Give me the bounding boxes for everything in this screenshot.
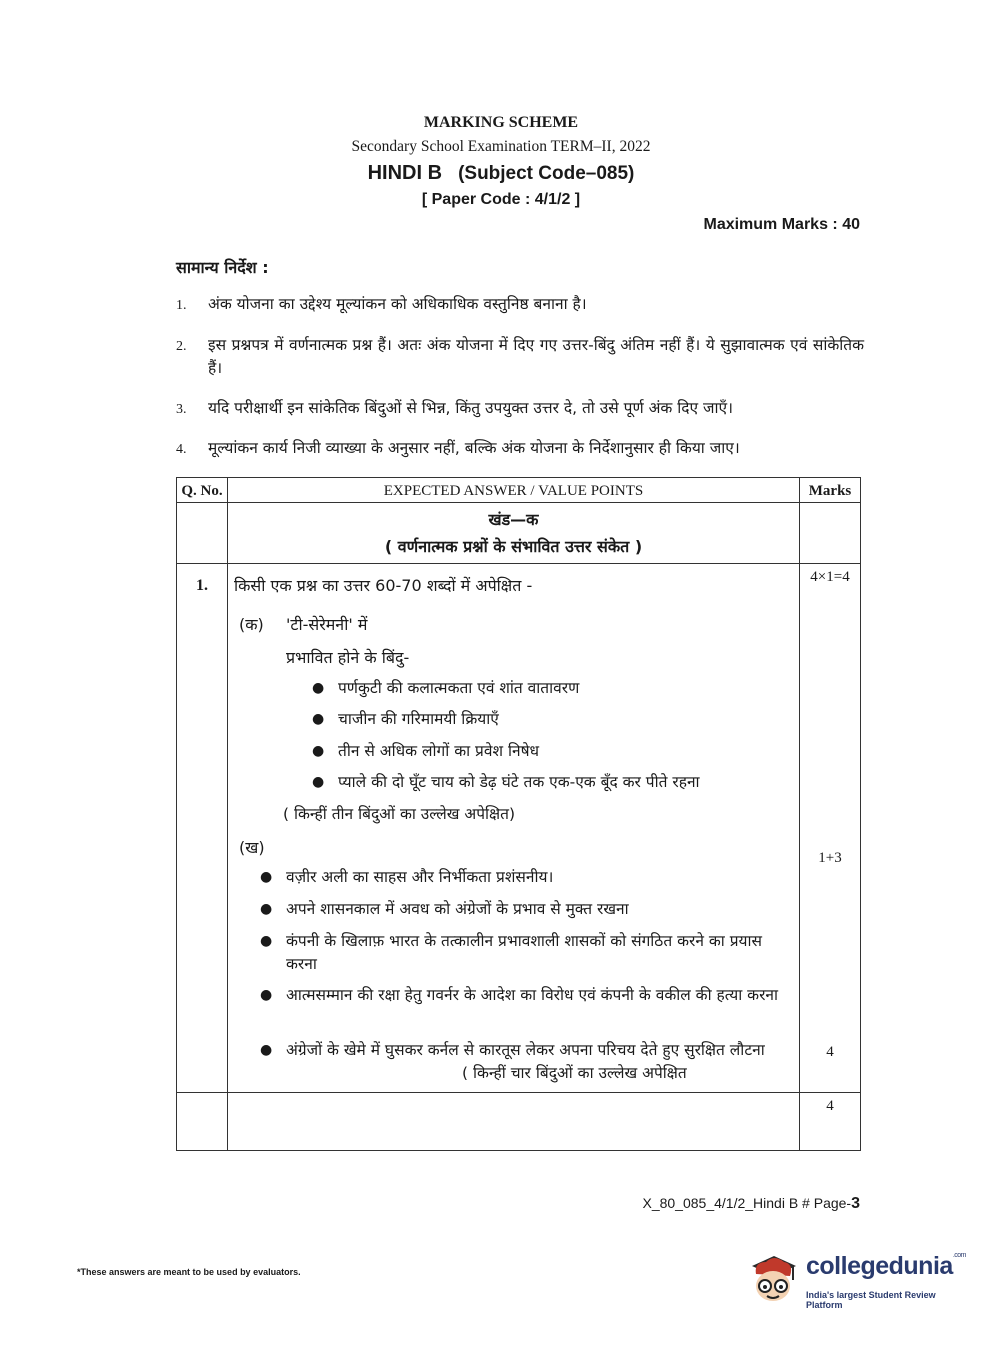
- instruction-item: [176, 437, 864, 460]
- instruction-text: मूल्यांकन कार्य निजी व्याख्या के अनुसार नहीं, बल्कि अंक योजना के निर्देशानुसार ही किया जाए।: [208, 439, 740, 457]
- part-b-note: ( किन्हीं चार बिंदुओं का उल्लेख अपेक्षित: [462, 1064, 687, 1082]
- instruction-text: इस प्रश्नपत्र में वर्णनात्मक प्रश्न हैं। अतः अंक योजना में दिए गए उत्तर-बिंदु अंतिम नहीं हैं। ये सुझावात्मक एवं सांकेतिक हैं।: [208, 336, 864, 377]
- header-qno: Q. No.: [181, 483, 223, 499]
- list-item: ● आत्मसम्मान की रक्षा हेतु गवर्नर के आदेश का विरोध एवं कंपनी के वकील की हत्या करना: [260, 984, 794, 1007]
- instruction-text: अंक योजना का उद्देश्य मूल्यांकन को अधिकाधिक वस्तुनिष्ठ बनाना है।: [208, 295, 587, 313]
- bullet-icon: ●: [312, 711, 325, 727]
- part-a-subtitle: प्रभावित होने के बिंदु-: [286, 648, 410, 667]
- bullet-icon: ●: [312, 743, 325, 759]
- part-b-label: (ख): [239, 838, 265, 857]
- mascot-icon: [744, 1244, 802, 1310]
- logo-com: .com: [952, 1252, 966, 1259]
- bullet-icon: ●: [260, 933, 273, 949]
- table-row-divider: [176, 1092, 861, 1093]
- part-a-title: 'टी-सेरेमनी' में: [286, 615, 368, 634]
- list-item: ● प्याले की दो घूँट चाय को डेढ़ घंटे तक एक-एक बूँद कर पीते रहना: [312, 771, 796, 794]
- part-a-note: ( किन्हीं तीन बिंदुओं का उल्लेख अपेक्षित): [283, 805, 516, 823]
- bullet-icon: ●: [312, 774, 325, 790]
- table-border-top: [176, 477, 861, 478]
- list-item: ● वज़ीर अली का साहस और निर्भीकता प्रशंसनीय।: [260, 866, 794, 889]
- bullet-icon: ●: [312, 680, 325, 696]
- instruction-item: [176, 334, 864, 380]
- part-a-marks: 1+3: [818, 850, 842, 866]
- part-a-label: (क): [239, 615, 264, 634]
- marking-scheme-title: MARKING SCHEME: [423, 114, 579, 131]
- table-border-right: [860, 477, 861, 1151]
- header-marks: Marks: [808, 483, 852, 499]
- question-number: 1.: [196, 577, 208, 594]
- bullet-icon: ●: [260, 987, 273, 1003]
- page-footer: [642, 1195, 860, 1213]
- bullet-icon: ●: [260, 869, 273, 885]
- next-row-marks: 4: [826, 1098, 834, 1114]
- subject-name: HINDI B: [367, 162, 443, 184]
- list-item: ● अपने शासनकाल में अवध को अंग्रेजों के प्रभाव से मुक्त रखना: [260, 898, 794, 921]
- list-item: ● अंग्रेजों के खेमे में घुसकर कर्नल से कारतूस लेकर अपना परिचय देते हुए सुरक्षित लौटना: [260, 1039, 794, 1062]
- instructions-title: सामान्य निर्देश :: [176, 258, 269, 277]
- list-item: ● कंपनी के खिलाफ़ भारत के तत्कालीन प्रभावशाली शासकों को संगठित करने का प्रयास करना: [260, 932, 762, 973]
- list-item: ● तीन से अधिक लोगों का प्रवेश निषेध: [312, 740, 792, 763]
- paper-code: [ Paper Code : 4/1/2 ]: [421, 191, 581, 208]
- instruction-item: [176, 397, 864, 420]
- instruction-item: [176, 293, 864, 316]
- header-answer: EXPECTED ANSWER / VALUE POINTS: [383, 483, 644, 499]
- question-intro: किसी एक प्रश्न का उत्तर 60-70 शब्दों में अपेक्षित -: [234, 576, 533, 595]
- section-title: खंड—क: [488, 510, 539, 529]
- part-b-marks: 4: [826, 1044, 834, 1060]
- subject-heading: [0, 162, 1002, 185]
- page-code: X_80_085_4/1/2_Hindi B # Page-: [642, 1195, 852, 1211]
- q1-marks: 4×1=4: [810, 569, 850, 585]
- table-section-divider: [176, 563, 861, 564]
- instruction-num: 4.: [176, 442, 187, 457]
- list-item: ● चाजीन की गरिमामयी क्रियाएँ: [312, 708, 792, 731]
- list-item: ● पर्णकुटी की कलात्मकता एवं शांत वातावरण: [312, 677, 792, 700]
- logo-wordmark: collegedunia$^{.com}$: [806, 1252, 966, 1280]
- section-subtitle: ( वर्णनात्मक प्रश्नों के संभावित उत्तर संकेत ): [384, 537, 643, 556]
- exam-name: Secondary School Examination TERM–II, 2022: [351, 138, 651, 155]
- collegedunia-logo: [744, 1244, 974, 1314]
- bullet-icon: ●: [260, 1042, 273, 1058]
- table-col-divider: [227, 477, 228, 1151]
- subject-code: (Subject Code–085): [458, 163, 635, 184]
- evaluator-note: *These answers are meant to be used by evaluators.: [77, 1267, 301, 1277]
- instruction-num: 2.: [176, 339, 187, 354]
- instruction-num: 1.: [176, 298, 187, 313]
- bullet-icon: ●: [260, 901, 273, 917]
- page-number: 3: [851, 1195, 860, 1212]
- instruction-num: 3.: [176, 402, 187, 417]
- table-border-bottom: [176, 1150, 861, 1151]
- max-marks: Maximum Marks : 40: [703, 216, 860, 233]
- instruction-text: यदि परीक्षार्थी इन सांकेतिक बिंदुओं से भिन्न, किंतु उपयुक्त उत्तर दे, तो उसे पूर्ण अंक दिए जाएँ।: [208, 399, 733, 417]
- logo-tagline: India's largest Student Review Platform: [806, 1290, 936, 1310]
